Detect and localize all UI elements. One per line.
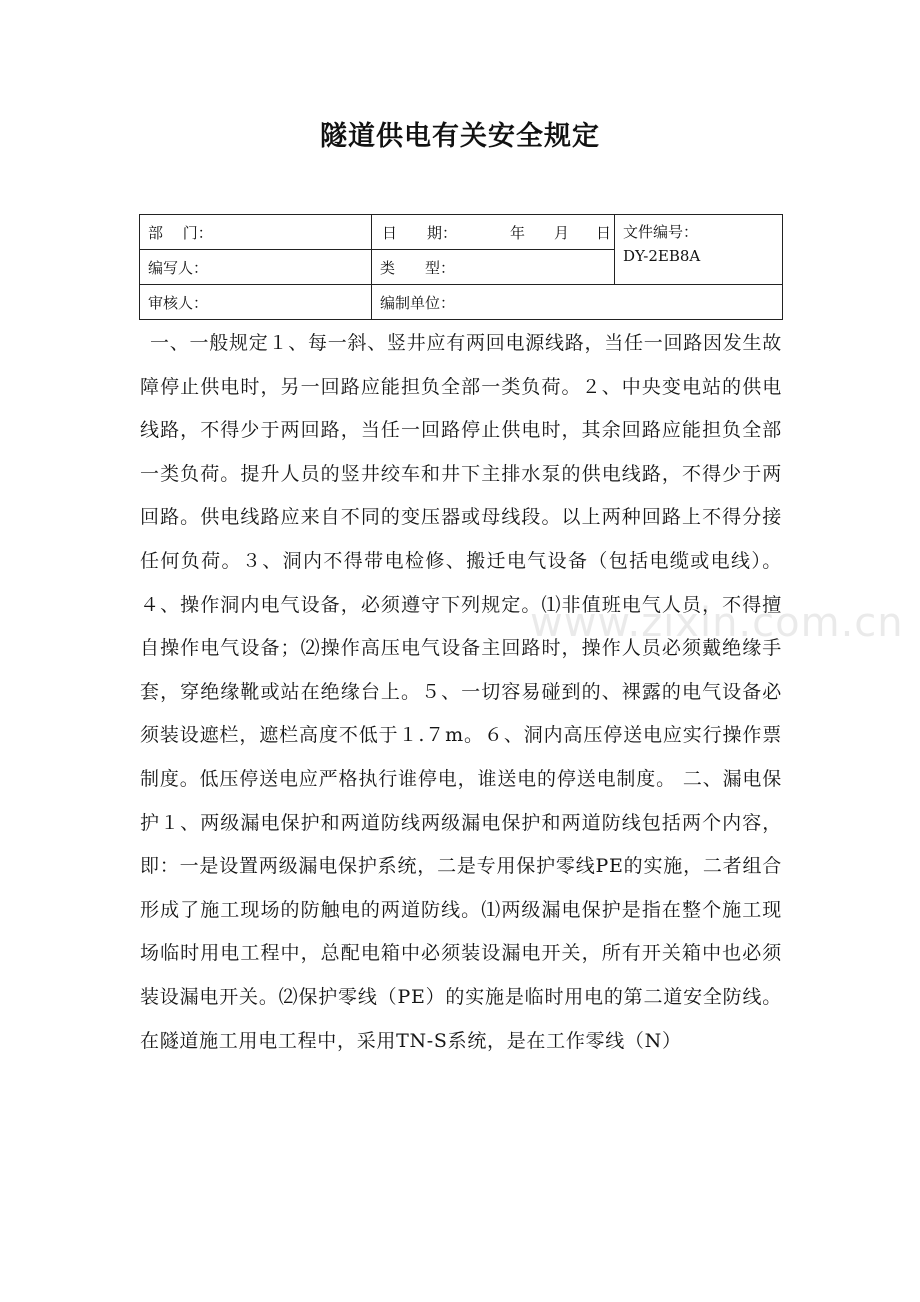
reviewer-cell — [140, 285, 372, 320]
doc-number-cell — [615, 215, 783, 285]
date-day-label: 日 — [596, 224, 612, 242]
body-paragraph: 一、一般规定１、每一斜、竖井应有两回电源线路，当任一回路因发生故障停止供电时，另一回路应能担负全部一类负荷。２、中央变电站的供电线路，不得少于两回路，当任一回路停止供电时，其余回路应能担负全部一类负荷。提升人员的竖井绞车和井下主排水泵的供电线路，不得少于两回路。供电线路应来自不同的变压器或母线段。以上两种回路上不得分接任何负荷。３、洞内不得带电检修、搬迁电气设备（包括电缆或电线）。４、操作洞内电气设备，必须遵守下列规定。⑴非值班电气人员，不得擅自操作电气设备；⑵操作高压电气设备主回路时，操作人员必须戴绝缘手套，穿绝缘靴或站在绝缘台上。５、一切容易碰到的、裸露的电气设备必须装设遮栏，遮栏高度不低于１.７m。６、洞内高压停送电应实行操作票制度。低压停送电应严格执行谁停电，谁送电的停送电制度。 二、漏电保护１、两级漏电保护和两道防线两级漏电保护和两道防线包括两个内容，即：一是设置两级漏电保护系统，二是专用保护零线PE的实施，二者组合形成了施工现场的防触电的两道防线。⑴两级漏电保护是指在整个施工现场临时用电工程中，总配电箱中必须装设漏电开关，所有开关箱中也必须装设漏电开关。⑵保护零线（PE）的实施是临时用电的第二道安全防线。在隧道施工用电工程中，采用TN-S系统，是在工作零线（N） — [140, 332, 782, 1052]
date-label: 日 期： — [382, 224, 458, 242]
date-year-label: 年 — [510, 224, 526, 242]
header-row — [140, 285, 783, 320]
unit-cell — [372, 285, 783, 320]
type-label: 类 型： — [380, 258, 456, 277]
date-cell — [372, 215, 615, 250]
department-cell — [140, 215, 372, 250]
unit-label: 编制单位： — [380, 293, 456, 312]
type-cell — [372, 250, 615, 285]
department-label: 部 门： — [148, 223, 213, 242]
page-title: 隧道供电有关安全规定 — [320, 121, 600, 152]
header-row — [140, 215, 783, 250]
writer-cell — [140, 250, 372, 285]
doc-number-value: DY-2EB8A — [623, 247, 701, 265]
doc-number-label: 文件编号： — [623, 223, 699, 241]
writer-label: 编写人： — [148, 258, 209, 277]
reviewer-label: 审核人： — [148, 293, 209, 312]
date-month-label: 月 — [554, 224, 570, 242]
watermark: www.zixin.com.cn — [530, 600, 904, 646]
document-header-table — [139, 214, 783, 320]
